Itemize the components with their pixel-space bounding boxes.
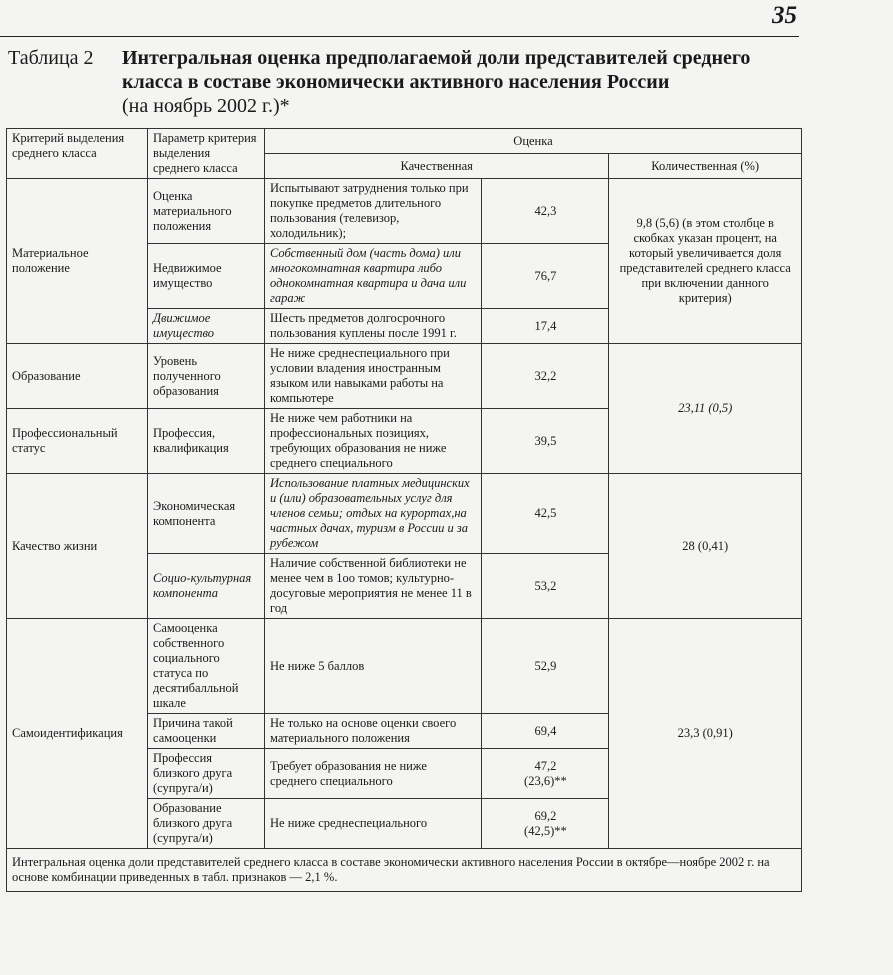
group-self: Самоидентификация (7, 619, 148, 849)
row-desc: Не только на основе оценки своего материального положения (265, 714, 482, 749)
row-desc: Не ниже среднеспециального при условии владения иностранным языком или навыками работы на компьютере (265, 344, 482, 409)
row-param: Социо-культурная компонента (148, 554, 265, 619)
row-value: 42,5 (482, 474, 609, 554)
row-param: Причина такой самооценки (148, 714, 265, 749)
row-desc: Требует образования не ниже среднего специального (265, 749, 482, 799)
row-desc: Не ниже среднеспециального (265, 799, 482, 849)
row-param: Уровень полученного образования (148, 344, 265, 409)
page-number: 35 (772, 2, 797, 29)
quant-material: 9,8 (5,6) (в этом столбце в скобках указан процент, на который увеличивается доля представителей среднего класса при включении данного критерия) (609, 179, 802, 344)
quant-edu-prof: 23,11 (0,5) (609, 344, 802, 474)
group-professional: Профессиональный статус (7, 409, 148, 474)
row-value: 42,3 (482, 179, 609, 244)
header-criterion: Критерий выделения среднего класса (7, 129, 148, 179)
row-desc: Использование платных медицинских и (или) образовательных услуг для членов семьи; отдых на курортах,на частных дачах, туризм в России и за рубежом (265, 474, 482, 554)
table-footer: Интегральная оценка доли представителей среднего класса в составе экономически активного населения России в октябре—ноябре 2002 г. на основе комбинации приведенных в табл. признаков — 2,1 %. (7, 849, 802, 892)
table-row (7, 179, 802, 244)
row-param: Оценка материального положения (148, 179, 265, 244)
row-value-secondary: (23,6)** (524, 773, 567, 788)
row-param: Профессия, квалификация (148, 409, 265, 474)
header-row (7, 129, 802, 154)
table-row (7, 474, 802, 554)
row-desc: Собственный дом (часть дома) или многокомнатная квартира либо однокомнатная квартира и дача или гараж (265, 244, 482, 309)
row-value: 52,9 (482, 619, 609, 714)
header-qualitative: Качественная (265, 154, 609, 179)
row-value: 17,4 (482, 309, 609, 344)
header-parameter: Параметр критерия выделения среднего класса (148, 129, 265, 179)
header-rule (0, 36, 799, 37)
row-value: 39,5 (482, 409, 609, 474)
row-param: Движимое имущество (148, 309, 265, 344)
row-desc: Испытывают затруднения только при покупке предметов длительного пользования (телевизор, холодильник); (265, 179, 482, 244)
table-title-block (122, 46, 812, 118)
row-param: Экономическая компонента (148, 474, 265, 554)
table-row (7, 344, 802, 409)
row-param: Самооценка собственного социального статуса по десятибалльной шкале (148, 619, 265, 714)
header-assessment: Оценка (265, 129, 802, 154)
row-desc: Наличие собственной библиотеки не менее чем в 1оо томов; культурно-досуговые мероприятия не менее 11 в год (265, 554, 482, 619)
header-quantitative: Количественная (%) (609, 154, 802, 179)
table-row (7, 619, 802, 714)
quant-self: 23,3 (0,91) (609, 619, 802, 849)
footer-row (7, 849, 802, 892)
group-quality: Качество жизни (7, 474, 148, 619)
group-material: Материальное положение (7, 179, 148, 344)
row-param: Недвижимое имущество (148, 244, 265, 309)
table-title: Интегральная оценка предполагаемой доли представителей среднего класса в составе экономически активного населения России (122, 47, 751, 93)
quant-quality: 28 (0,41) (609, 474, 802, 619)
row-value: 69,4 (482, 714, 609, 749)
row-desc: Шесть предметов долгосрочного пользования куплены после 1991 г. (265, 309, 482, 344)
row-param: Профессия близкого друга (супруга/и) (148, 749, 265, 799)
row-value: 53,2 (482, 554, 609, 619)
table-label: Таблица 2 (8, 47, 94, 69)
row-param: Образование близкого друга (супруга/и) (148, 799, 265, 849)
row-value: 69,2 (534, 808, 557, 823)
row-desc: Не ниже чем работники на профессиональных позициях, требующих образования не ниже среднего специального (265, 409, 482, 474)
row-value-cell (482, 799, 609, 849)
row-value: 76,7 (482, 244, 609, 309)
row-desc: Не ниже 5 баллов (265, 619, 482, 714)
row-value: 32,2 (482, 344, 609, 409)
row-value: 47,2 (534, 758, 557, 773)
table-subtitle: (на ноябрь 2002 г.)* (122, 95, 290, 117)
data-table (6, 128, 802, 892)
row-value-cell (482, 749, 609, 799)
group-education: Образование (7, 344, 148, 409)
row-value-secondary: (42,5)** (524, 823, 567, 838)
